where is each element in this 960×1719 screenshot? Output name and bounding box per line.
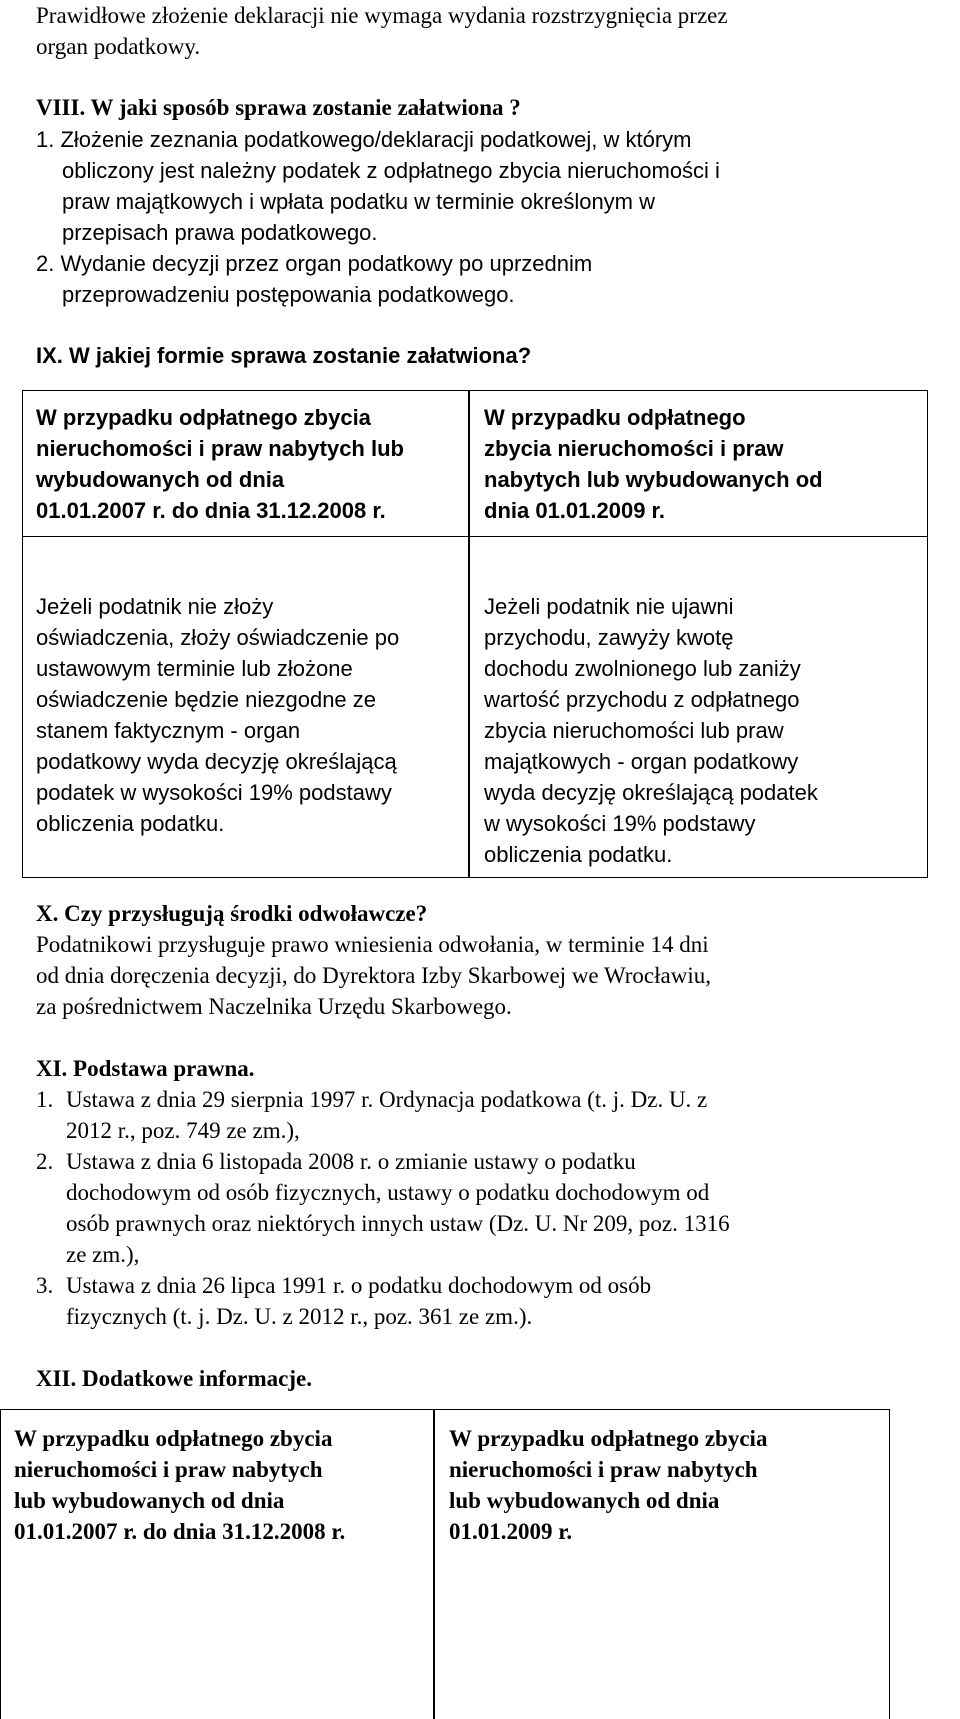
- section-9-table-row-divider: [22, 536, 928, 537]
- section-11-item-1-number: 1.: [36, 1087, 54, 1112]
- section-12-head-right-line-4: 01.01.2009 r.: [449, 1519, 573, 1544]
- section-9-body-right-line-6: majątkowych - organ podatkowy: [484, 749, 799, 774]
- section-8-item-2-line-1: 2. Wydanie decyzji przez organ podatkowy po uprzednim: [36, 251, 593, 276]
- section-10-heading: X. Czy przysługują środki odwoławcze?: [36, 901, 428, 926]
- section-12-head-right-line-3: lub wybudowanych od dnia: [449, 1488, 720, 1513]
- section-9-body-right-line-7: wyda decyzję określającą podatek: [484, 780, 818, 805]
- section-12-table-divider: [433, 1409, 435, 1719]
- section-9-body-right-line-8: w wysokości 19% podstawy: [484, 811, 756, 836]
- section-11-item-2-number: 2.: [36, 1149, 54, 1174]
- section-9-head-left-line-1: W przypadku odpłatnego zbycia: [36, 405, 371, 430]
- section-8-item-1-line-2: obliczony jest należny podatek z odpłatnego zbycia nieruchomości i: [62, 158, 720, 183]
- section-9-body-right-line-9: obliczenia podatku.: [484, 842, 673, 867]
- section-9-body-left-line-1: Jeżeli podatnik nie złoży: [36, 594, 274, 619]
- section-9-body-left-line-7: podatek w wysokości 19% podstawy: [36, 780, 392, 805]
- section-11-item-3-line-2: fizycznych (t. j. Dz. U. z 2012 r., poz. 361 ze zm.).: [66, 1304, 533, 1329]
- section-11-item-1-line-1: Ustawa z dnia 29 sierpnia 1997 r. Ordynacja podatkowa (t. j. Dz. U. z: [66, 1087, 708, 1112]
- section-11-item-1-line-2: 2012 r., poz. 749 ze zm.),: [66, 1118, 300, 1143]
- section-8-item-1-line-1: 1. Złożenie zeznania podatkowego/deklaracji podatkowej, w którym: [36, 127, 692, 152]
- section-11-item-3-number: 3.: [36, 1273, 54, 1298]
- section-9-head-right-line-4: dnia 01.01.2009 r.: [484, 498, 666, 523]
- section-12-head-right-line-1: W przypadku odpłatnego zbycia: [449, 1426, 768, 1451]
- section-9-body-left-line-2: oświadczenia, złoży oświadczenie po: [36, 625, 400, 650]
- section-9-body-left-line-3: ustawowym terminie lub złożone: [36, 656, 353, 681]
- section-9-body-left-line-6: podatkowy wyda decyzję określającą: [36, 749, 397, 774]
- section-9-table-divider: [468, 390, 470, 878]
- section-8-item-2-line-2: przeprowadzeniu postępowania podatkowego.: [62, 282, 515, 307]
- section-9-body-left-line-4: oświadczenie będzie niezgodne ze: [36, 687, 377, 712]
- section-9-body-right-line-4: wartość przychodu z odpłatnego: [484, 687, 800, 712]
- section-9-heading: IX. W jakiej formie sprawa zostanie załatwiona?: [36, 343, 532, 368]
- section-12-head-left-line-4: 01.01.2007 r. do dnia 31.12.2008 r.: [14, 1519, 346, 1544]
- section-12-head-left-line-2: nieruchomości i praw nabytych: [14, 1457, 323, 1482]
- section-9-body-right-line-3: dochodu zwolnionego lub zaniży: [484, 656, 801, 681]
- section-9-body-right-line-5: zbycia nieruchomości lub praw: [484, 718, 784, 743]
- section-10-line-1: Podatnikowi przysługuje prawo wniesienia odwołania, w terminie 14 dni: [36, 932, 709, 957]
- section-10-line-2: od dnia doręczenia decyzji, do Dyrektora Izby Skarbowej we Wrocławiu,: [36, 963, 711, 988]
- section-12-head-left-line-1: W przypadku odpłatnego zbycia: [14, 1426, 333, 1451]
- section-11-item-2-line-1: Ustawa z dnia 6 listopada 2008 r. o zmianie ustawy o podatku: [66, 1149, 636, 1174]
- section-9-head-left-line-2: nieruchomości i praw nabytych lub: [36, 436, 404, 461]
- section-9-body-right-line-1: Jeżeli podatnik nie ujawni: [484, 594, 734, 619]
- section-8-item-1-line-4: przepisach prawa podatkowego.: [62, 220, 378, 245]
- section-11-item-2-line-3: osób prawnych oraz niektórych innych ustaw (Dz. U. Nr 209, poz. 1316: [66, 1211, 730, 1236]
- section-12-head-right-line-2: nieruchomości i praw nabytych: [449, 1457, 758, 1482]
- section-10-line-3: za pośrednictwem Naczelnika Urzędu Skarbowego.: [36, 994, 512, 1019]
- section-8-item-1-line-3: praw majątkowych i wpłata podatku w terminie określonym w: [62, 189, 656, 214]
- section-9-head-right-line-2: zbycia nieruchomości i praw: [484, 436, 784, 461]
- section-8-heading: VIII. W jaki sposób sprawa zostanie załatwiona ?: [36, 95, 521, 120]
- section-9-head-right-line-1: W przypadku odpłatnego: [484, 405, 746, 430]
- section-9-head-right-line-3: nabytych lub wybudowanych od: [484, 467, 823, 492]
- section-12-heading: XII. Dodatkowe informacje.: [36, 1366, 312, 1391]
- section-11-item-3-line-1: Ustawa z dnia 26 lipca 1991 r. o podatku dochodowym od osób: [66, 1273, 652, 1298]
- section-9-head-left-line-3: wybudowanych od dnia: [36, 467, 285, 492]
- section-9-body-left-line-5: stanem faktycznym - organ: [36, 718, 301, 743]
- intro-line-1: Prawidłowe złożenie deklaracji nie wymaga wydania rozstrzygnięcia przez: [36, 3, 728, 28]
- section-9-body-right-line-2: przychodu, zawyży kwotę: [484, 625, 734, 650]
- section-11-heading: XI. Podstawa prawna.: [36, 1056, 255, 1081]
- section-9-body-left-line-8: obliczenia podatku.: [36, 811, 225, 836]
- section-11-item-2-line-4: ze zm.),: [66, 1242, 140, 1267]
- intro-line-2: organ podatkowy.: [36, 34, 201, 59]
- section-12-head-left-line-3: lub wybudowanych od dnia: [14, 1488, 285, 1513]
- section-9-head-left-line-4: 01.01.2007 r. do dnia 31.12.2008 r.: [36, 498, 386, 523]
- section-11-item-2-line-2: dochodowym od osób fizycznych, ustawy o podatku dochodowym od: [66, 1180, 710, 1205]
